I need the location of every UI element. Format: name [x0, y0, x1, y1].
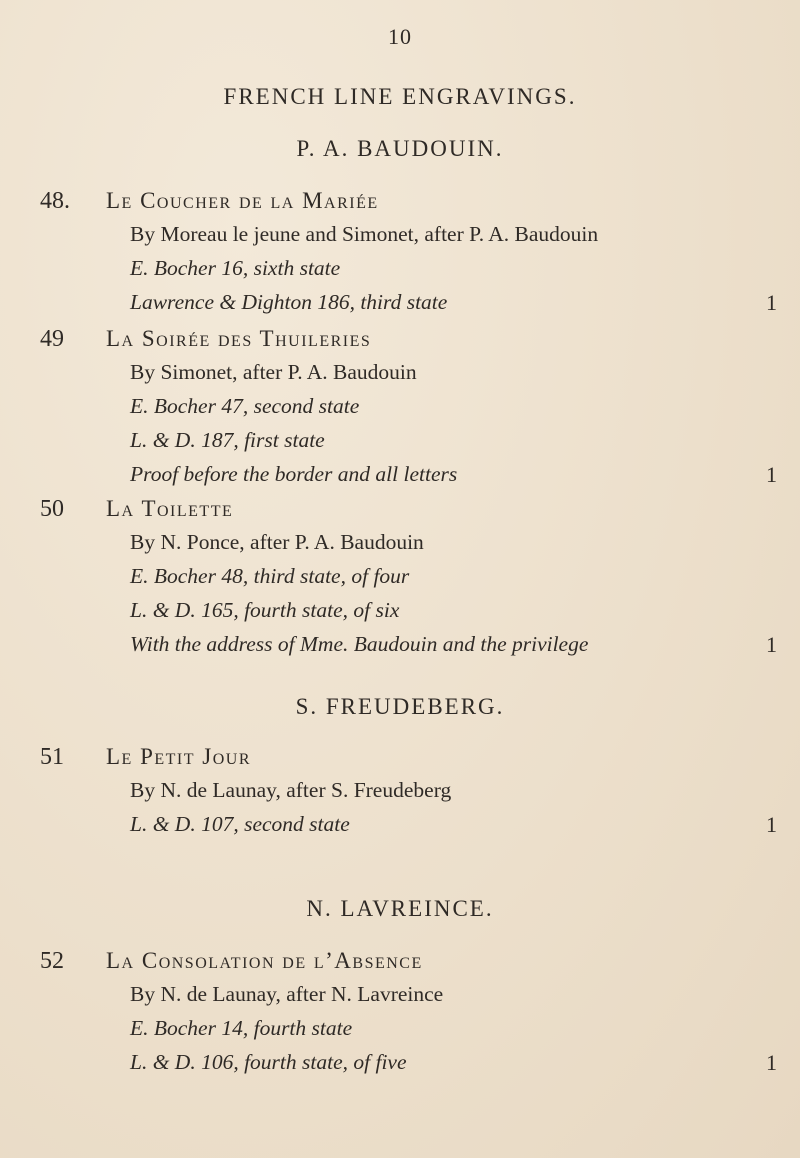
lot-engraver-line: By Moreau le jeune and Simonet, after P. A. Baudouin: [130, 222, 599, 246]
lot-number: 51: [40, 744, 64, 770]
lot-reference-line: Lawrence & Dighton 186, third state: [130, 290, 448, 314]
lot-engraver-line: By Simonet, after P. A. Baudouin: [130, 360, 417, 384]
page-number: 10: [388, 24, 412, 49]
lot-price: 1: [766, 1050, 777, 1075]
artist-heading-freudeberg: S. FREUDEBERG.: [295, 694, 505, 719]
lot-reference-line: L. & D. 107, second state: [130, 812, 350, 836]
lot-number: 50: [40, 496, 64, 522]
lot-number: 52: [40, 948, 64, 974]
artist-heading-baudouin: P. A. BAUDOUIN.: [296, 136, 504, 161]
lot-reference-line: L. & D. 165, fourth state, of six: [130, 598, 400, 622]
lot-title: La Soirée des Thuileries: [106, 326, 372, 351]
section-title: FRENCH LINE ENGRAVINGS.: [223, 84, 577, 109]
lot-note-line: Proof before the border and all letters: [130, 462, 458, 486]
lot-title: Le Petit Jour: [106, 744, 251, 769]
lot-engraver-line: By N. de Launay, after N. Lavreince: [130, 982, 444, 1006]
lot-number: 49: [40, 326, 64, 352]
lot-number: 48.: [40, 188, 70, 214]
lot-reference-line: L. & D. 106, fourth state, of five: [130, 1050, 407, 1074]
lot-note-line: With the address of Mme. Baudouin and the privilege: [130, 632, 589, 656]
lot-reference-line: E. Bocher 14, fourth state: [130, 1016, 353, 1040]
lot-engraver-line: By N. Ponce, after P. A. Baudouin: [130, 530, 424, 554]
lot-engraver-line: By N. de Launay, after S. Freudeberg: [130, 778, 452, 802]
artist-heading-lavreince: N. LAVREINCE.: [306, 896, 494, 921]
lot-reference-line: L. & D. 187, first state: [130, 428, 325, 452]
lot-reference-line: E. Bocher 16, sixth state: [130, 256, 341, 280]
lot-price: 1: [766, 462, 777, 487]
lot-reference-line: E. Bocher 47, second state: [130, 394, 360, 418]
lot-reference-line: E. Bocher 48, third state, of four: [130, 564, 410, 588]
lot-price: 1: [766, 290, 777, 315]
lot-title: La Consolation de l’Absence: [106, 948, 423, 973]
lot-price: 1: [766, 812, 777, 837]
lot-price: 1: [766, 632, 777, 657]
lot-title: La Toilette: [106, 496, 234, 521]
lot-title: Le Coucher de la Mariée: [106, 188, 379, 213]
